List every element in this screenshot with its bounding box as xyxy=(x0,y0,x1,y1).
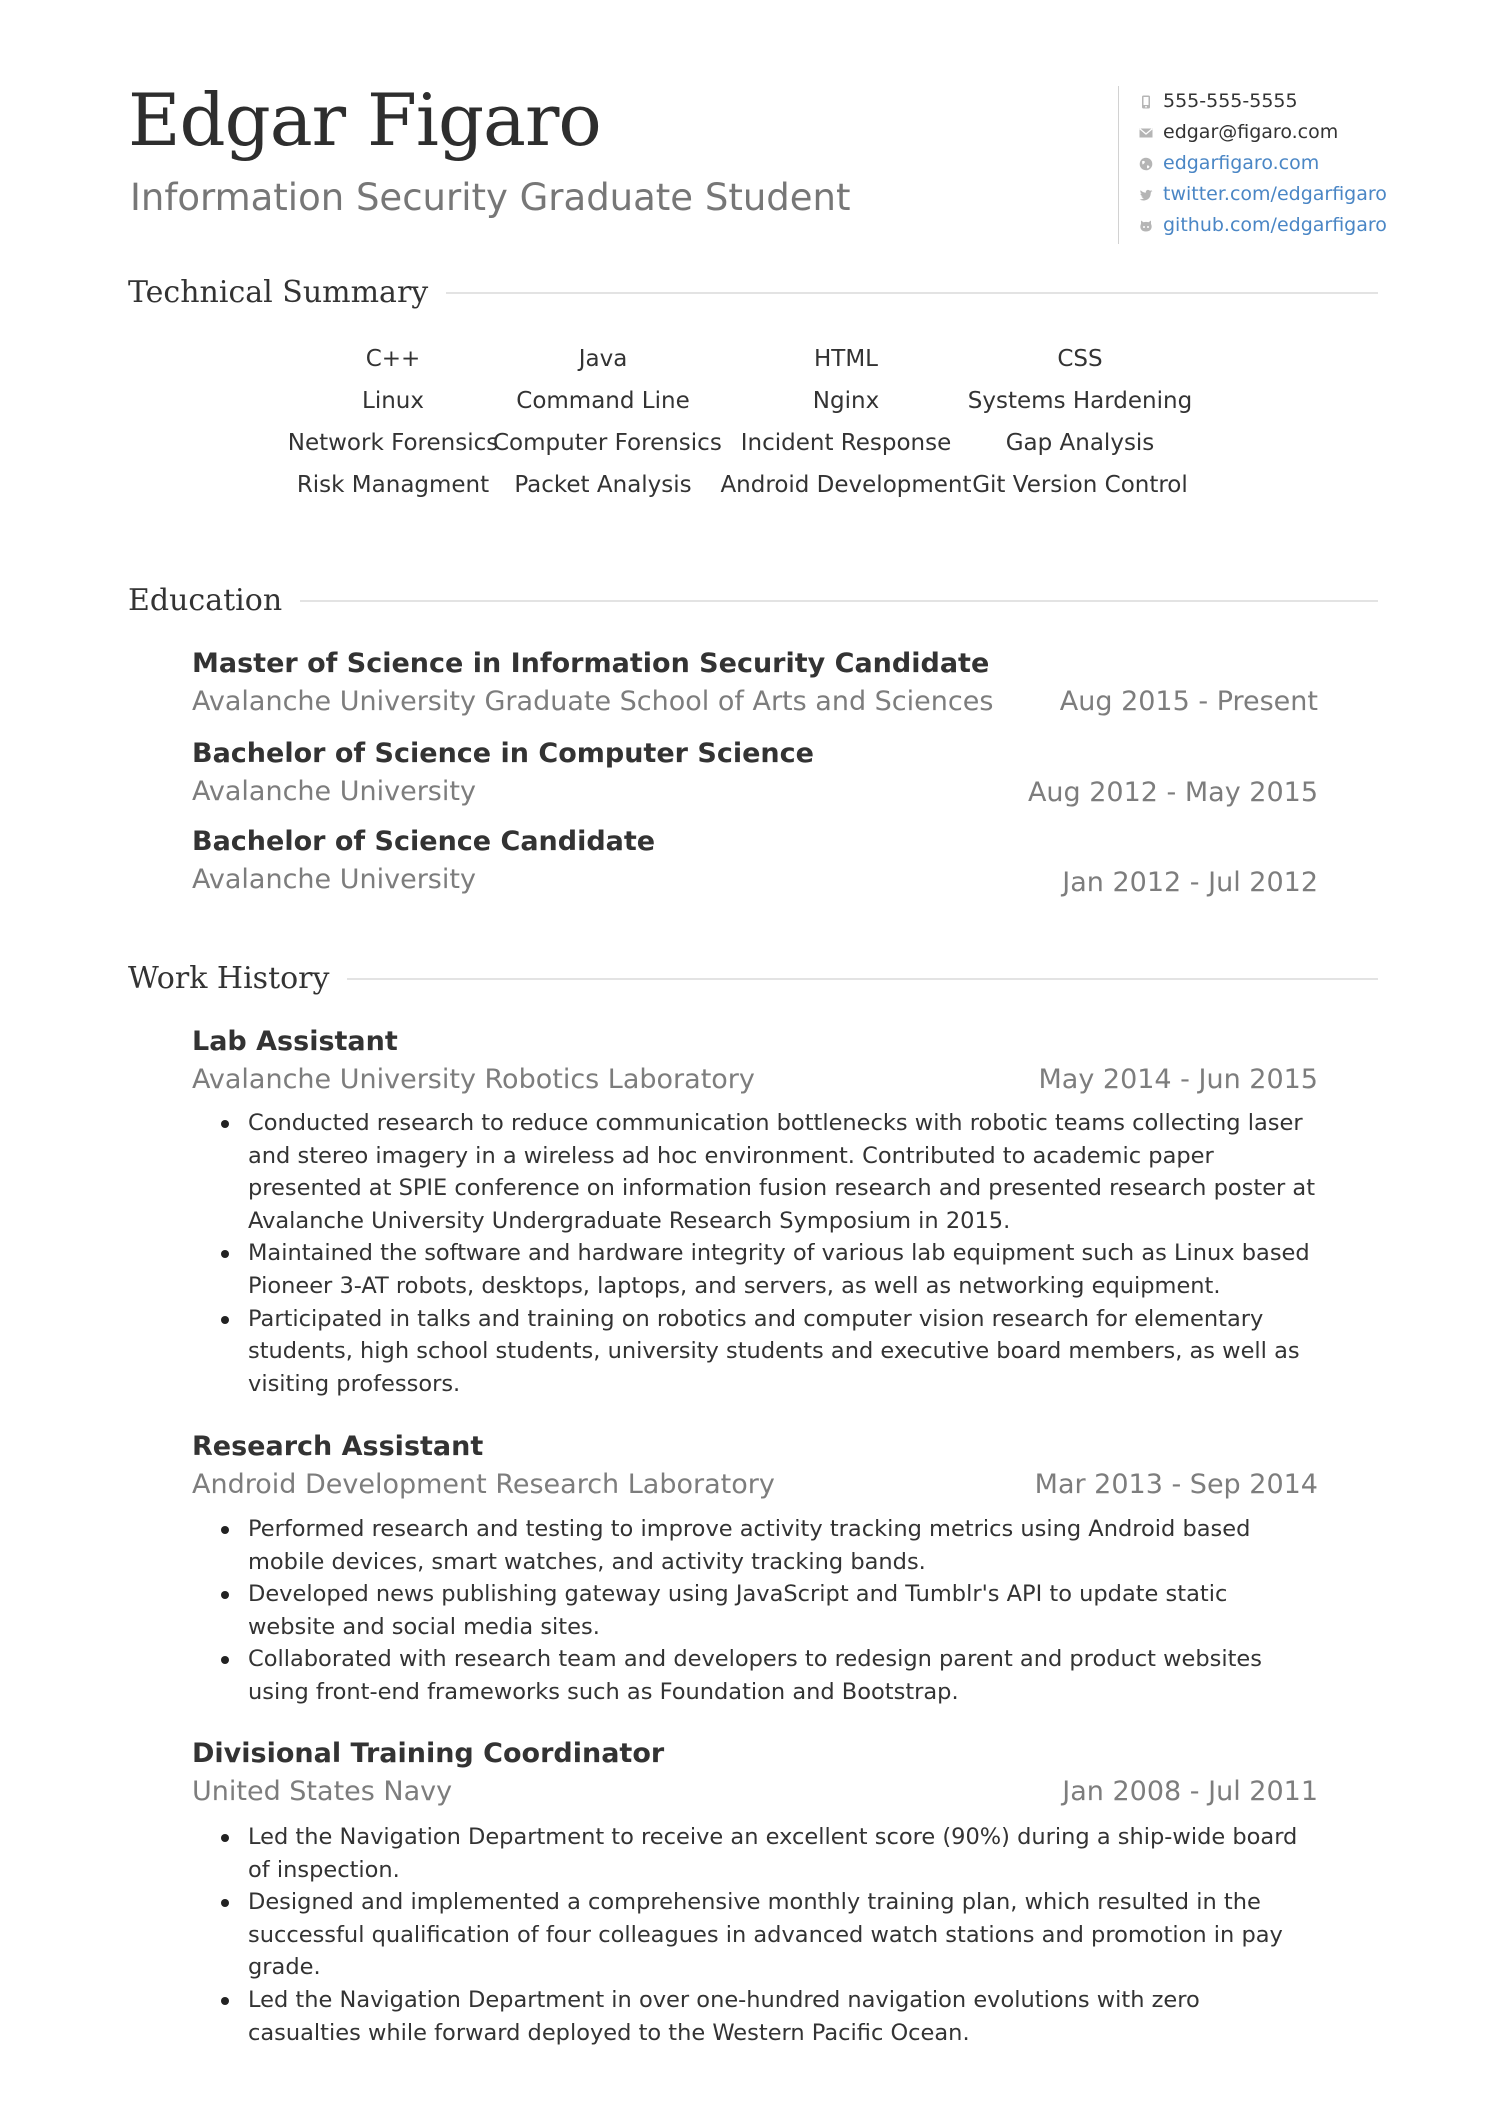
education-school: Avalanche University xyxy=(192,776,476,807)
skill-item: Network Forensics xyxy=(287,430,499,456)
education-degree: Bachelor of Science Candidate xyxy=(192,826,656,857)
skills-row xyxy=(283,338,1183,380)
job-bullet: Conducted research to reduce communication bottlenecks with robotic teams collecting laser and stereo imagery in a wireless ad hoc environment. Contributed to academic paper presented at SPIE conference on information fusion research and presented research poster at Avalanche University Undergraduate Research Symposium in 2015. xyxy=(248,1107,1323,1237)
education-dates: Jan 2012 - Jul 2012 xyxy=(1062,867,1318,898)
contact-website[interactable] xyxy=(1139,148,1398,179)
contact-phone xyxy=(1139,86,1398,117)
contact-twitter-link[interactable]: twitter.com/edgarfigaro xyxy=(1163,183,1387,205)
skill-item: Nginx xyxy=(812,388,880,414)
section-divider xyxy=(400,292,1378,294)
phone-icon xyxy=(1139,95,1153,109)
job-title: Research Assistant xyxy=(192,1431,484,1462)
contact-phone-text: 555-555-5555 xyxy=(1163,90,1298,112)
contact-block xyxy=(1118,86,1398,244)
skills-row xyxy=(283,380,1193,422)
skill-item: Incident Response xyxy=(740,430,952,456)
job-bullets xyxy=(248,1821,1318,2049)
education-dates: Aug 2015 - Present xyxy=(1059,686,1318,717)
skill-item: Linux xyxy=(362,388,424,414)
skills-row xyxy=(283,422,1183,464)
education-degree: Bachelor of Science in Computer Science xyxy=(192,738,814,769)
skill-item: Git Version Control xyxy=(972,472,1188,498)
skill-item: Systems Hardening xyxy=(967,388,1193,414)
job-bullet: Designed and implemented a comprehensive monthly training plan, which resulted in the successful qualification of four colleagues in advanced watch stations and promotion in pay grade. xyxy=(248,1886,1318,1984)
candidate-name: Edgar Figaro xyxy=(128,78,601,162)
job-organization: Avalanche University Robotics Laboratory xyxy=(192,1064,755,1095)
section-divider xyxy=(270,600,1378,602)
job-bullet: Led the Navigation Department in over one-hundred navigation evolutions with zero casualties while forward deployed to the Western Pacific Ocean. xyxy=(248,1984,1318,2049)
section-divider xyxy=(330,978,1378,980)
skill-item: Risk Managment xyxy=(296,472,490,498)
job-dates: May 2014 - Jun 2015 xyxy=(1038,1064,1318,1095)
education-dates: Aug 2012 - May 2015 xyxy=(1027,777,1318,808)
job-bullet: Led the Navigation Department to receive an excellent score (90%) during a ship-wide board of inspection. xyxy=(248,1821,1318,1886)
job-bullets xyxy=(248,1513,1313,1709)
job-bullet: Collaborated with research team and developers to redesign parent and product websites using front-end frameworks such as Foundation and Bootstrap. xyxy=(248,1643,1313,1708)
contact-email-text: edgar@figaro.com xyxy=(1163,121,1339,143)
skills-row xyxy=(283,464,1188,506)
job-bullet: Developed news publishing gateway using JavaScript and Tumblr's API to update static website and social media sites. xyxy=(248,1578,1313,1643)
education-school: Avalanche University xyxy=(192,864,476,895)
job-bullets xyxy=(248,1107,1323,1400)
contact-github[interactable] xyxy=(1139,210,1398,241)
education-degree: Master of Science in Information Security Candidate xyxy=(192,648,990,679)
skill-item: CSS xyxy=(1057,346,1103,372)
job-dates: Jan 2008 - Jul 2011 xyxy=(1062,1776,1318,1807)
job-bullet: Participated in talks and training on robotics and computer vision research for elementary students, high school students, university students and executive board members, as well as visiting professors. xyxy=(248,1303,1323,1401)
skill-item: Gap Analysis xyxy=(1005,430,1155,456)
candidate-headline: Information Security Graduate Student xyxy=(130,176,851,219)
skill-item: C++ xyxy=(365,346,421,372)
skill-item: Android Development xyxy=(720,472,972,498)
email-icon xyxy=(1139,126,1153,140)
contact-github-link[interactable]: github.com/edgarfigaro xyxy=(1163,214,1387,236)
contact-email xyxy=(1139,117,1398,148)
github-icon xyxy=(1139,219,1153,233)
education-school: Avalanche University Graduate School of Arts and Sciences xyxy=(192,686,994,717)
skill-item: Command Line xyxy=(516,388,690,414)
skill-item: Packet Analysis xyxy=(514,472,692,498)
skill-item: Computer Forensics xyxy=(493,430,722,456)
twitter-icon xyxy=(1139,188,1153,202)
section-title-education: Education xyxy=(128,586,300,616)
job-title: Lab Assistant xyxy=(192,1026,398,1057)
section-title-technical-summary: Technical Summary xyxy=(128,278,446,308)
globe-icon xyxy=(1139,157,1153,171)
section-title-work-history: Work History xyxy=(128,964,347,994)
job-organization: Android Development Research Laboratory xyxy=(192,1469,775,1500)
skill-item: HTML xyxy=(813,346,878,372)
job-bullet: Maintained the software and hardware integrity of various lab equipment such as Linux based Pioneer 3-AT robots, desktops, laptops, and servers, as well as networking equipment. xyxy=(248,1237,1323,1302)
job-organization: United States Navy xyxy=(192,1776,453,1807)
skills-grid xyxy=(283,338,1193,506)
job-dates: Mar 2013 - Sep 2014 xyxy=(1034,1469,1318,1500)
contact-website-link[interactable]: edgarfigaro.com xyxy=(1163,152,1320,174)
job-title: Divisional Training Coordinator xyxy=(192,1738,665,1769)
contact-twitter[interactable] xyxy=(1139,179,1398,210)
skill-item: Java xyxy=(578,346,628,372)
job-bullet: Performed research and testing to improve activity tracking metrics using Android based mobile devices, smart watches, and activity tracking bands. xyxy=(248,1513,1313,1578)
